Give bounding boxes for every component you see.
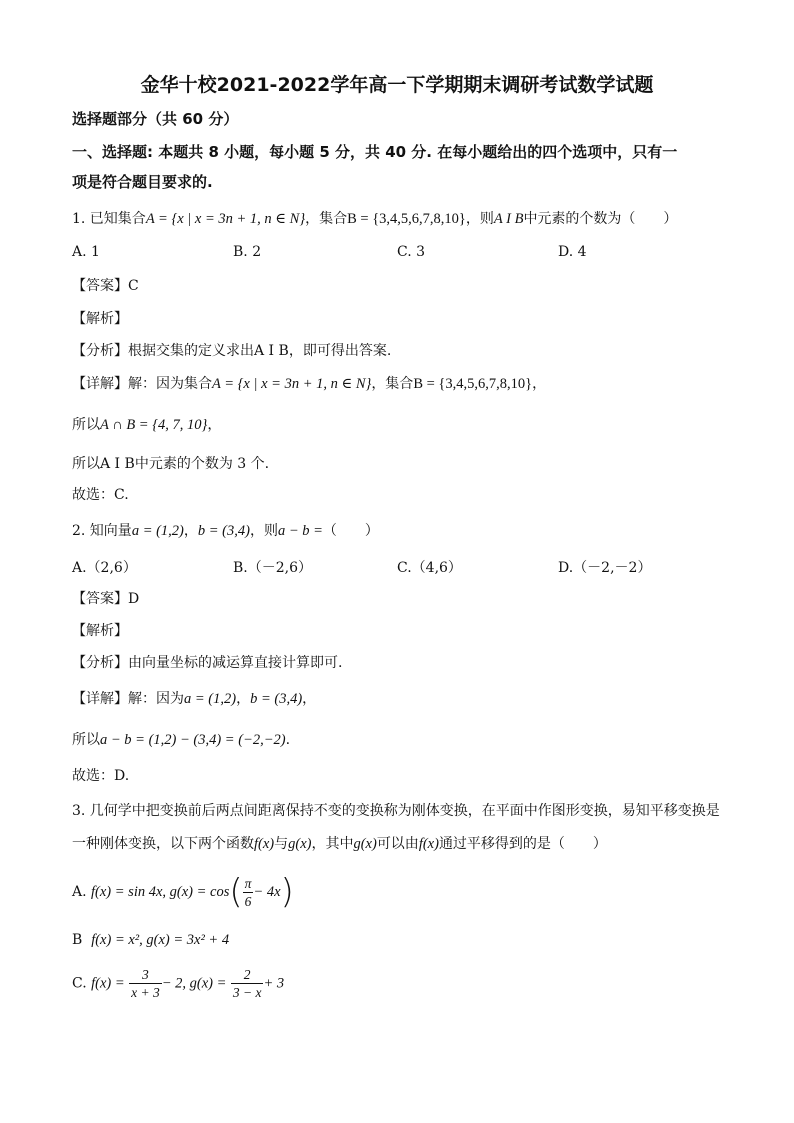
q3-option-a-rparen: ) <box>280 872 294 912</box>
q1-choice: 故选：C. <box>72 487 129 503</box>
q2-choice: 故选：D. <box>72 768 130 784</box>
q2-stem-text-b: ，则 <box>249 523 278 539</box>
q1-stem-text-d: 中元素的个数为（ ） <box>523 211 678 227</box>
q3-option-c-mid: − 2, g(x) = <box>161 975 227 992</box>
q2-so-text: 所以 <box>72 732 100 748</box>
q3-stem-line-1: 3. 几何学中把变换前后两点间距离保持不变的变换称为刚体变换，在平面中作图形变换，易知平移变换是 <box>72 803 720 819</box>
q3-text-d: 可以由 <box>376 836 419 852</box>
q3-option-c-num-1: 3 <box>129 966 162 984</box>
q1-option-d: D. 4 <box>558 244 587 260</box>
q2-sep: ， <box>183 523 198 539</box>
q2-stem-text-c: （ ） <box>322 523 379 539</box>
q3-option-c <box>72 966 284 1001</box>
q1-detail-text-b: ，集合 <box>371 376 414 392</box>
q3-option-c-fraction-1 <box>129 966 162 1001</box>
q3-f: f(x) <box>254 836 275 852</box>
q2-vector-a: a = (1,2) <box>131 523 184 539</box>
q3-stem-line-2 <box>72 833 607 853</box>
q3-option-c-num-2: 2 <box>231 966 264 984</box>
q1-so-1-end: ， <box>207 417 222 433</box>
q3-text-c: ，其中 <box>311 836 354 852</box>
q2-answer: 【答案】D <box>72 591 140 607</box>
q3-g: g(x) <box>288 836 312 852</box>
q3-text-b: 与 <box>274 836 289 852</box>
q3-option-a-fraction <box>243 875 254 910</box>
q1-option-b: B. 2 <box>233 244 262 260</box>
q3-option-b-expr: f(x) = x², g(x) = 3x² + 4 <box>91 932 230 948</box>
q1-so-1-text: 所以 <box>72 417 100 433</box>
q3-option-a-tail: − 4x <box>253 884 281 900</box>
q3-f2: f(x) <box>418 836 439 852</box>
q3-option-c-fraction-2 <box>231 966 264 1001</box>
section-heading: 选择题部分（共 60 分） <box>72 110 239 128</box>
q2-detail-text: 【详解】解：因为 <box>72 691 184 707</box>
q3-option-a-label: A. <box>72 884 87 900</box>
q3-option-a <box>72 872 294 912</box>
q3-option-a-den: 6 <box>244 893 252 909</box>
q3-option-c-f: f(x) = <box>91 975 125 992</box>
q2-option-a: A.（2,6） <box>72 560 137 576</box>
q1-answer: 【答案】C <box>72 278 139 294</box>
q1-analysis-heading: 【解析】 <box>72 311 128 327</box>
q2-detail-vector-a: a = (1,2) <box>184 691 237 707</box>
q3-option-c-tail: + 3 <box>263 975 285 992</box>
q1-expr: A I B <box>493 211 524 227</box>
q1-set-a: A = {x | x = 3n + 1, n ∈ N} <box>145 211 306 227</box>
q1-so-2: 所以A I B中元素的个数为 3 个. <box>72 456 270 472</box>
q3-option-a-expr: f(x) = sin 4x, g(x) = cos <box>91 884 230 900</box>
q2-so <box>72 729 290 749</box>
q1-so-1 <box>72 414 221 434</box>
q3-option-b-label: B <box>72 932 83 948</box>
q3-option-c-den-2: 3 − x <box>232 985 262 1000</box>
q1-stem <box>72 208 677 228</box>
q2-option-c: C.（4,6） <box>397 560 462 576</box>
q1-detail-text: 【详解】解：因为集合 <box>72 376 212 392</box>
q1-set-b: B = {3,4,5,6,7,8,10} <box>347 211 466 227</box>
instructions-line-2: 项是符合题目要求的. <box>72 173 213 191</box>
q2-detail-vector-b: b = (3,4) <box>250 691 303 707</box>
q2-detail <box>72 688 316 708</box>
q3-option-b <box>72 932 229 949</box>
q2-so-end: . <box>285 732 291 748</box>
q1-stem-text-c: ，则 <box>465 211 494 227</box>
q2-analysis: 【分析】由向量坐标的减运算直接计算即可. <box>72 655 343 671</box>
q2-difference: a − b = (1,2) − (3,4) = (−2,−2) <box>100 732 286 748</box>
q2-detail-end: ， <box>302 691 317 707</box>
q1-analysis: 【分析】根据交集的定义求出A I B，即可得出答案. <box>72 343 392 359</box>
page-title: 金华十校2021-2022学年高一下学期期末调研考试数学试题 <box>140 74 654 96</box>
q3-option-a-num: π <box>244 875 252 891</box>
q3-text-e: 通过平移得到的是（ ） <box>438 836 607 852</box>
q2-analysis-heading: 【解析】 <box>72 623 128 639</box>
q1-intersection: A ∩ B = {4, 7, 10} <box>100 417 208 433</box>
q3-text-a: 一种刚体变换，以下两个函数 <box>72 836 254 852</box>
q3-option-c-label: C. <box>72 975 87 992</box>
instructions-line-1: 一、选择题: 本题共 8 小题，每小题 5 分，共 40 分. 在每小题给出的四个选项中，只有一 <box>72 143 678 161</box>
q1-detail-text-c: ， <box>532 376 547 392</box>
q2-detail-sep: ， <box>236 691 251 707</box>
q2-stem <box>72 520 379 540</box>
q2-stem-text: 2. 知向量 <box>72 523 132 539</box>
q1-detail <box>72 373 546 393</box>
q2-option-d: D.（－2,－2） <box>558 560 652 576</box>
q3-option-a-lparen: ( <box>229 872 243 912</box>
q1-option-c: C. 3 <box>397 244 426 260</box>
q1-detail-set-a: A = {x | x = 3n + 1, n ∈ N} <box>212 376 372 392</box>
q1-detail-set-b: B = {3,4,5,6,7,8,10} <box>413 376 533 392</box>
q1-stem-text: 1. 已知集合 <box>72 211 146 227</box>
q1-option-a: A. 1 <box>72 244 100 260</box>
q2-expr: a − b = <box>277 523 323 539</box>
q2-vector-b: b = (3,4) <box>197 523 250 539</box>
q1-stem-text-b: ，集合 <box>305 211 348 227</box>
q3-option-c-den-1: x + 3 <box>131 985 160 1000</box>
q2-option-b: B.（－2,6） <box>233 560 313 576</box>
q3-g2: g(x) <box>353 836 377 852</box>
